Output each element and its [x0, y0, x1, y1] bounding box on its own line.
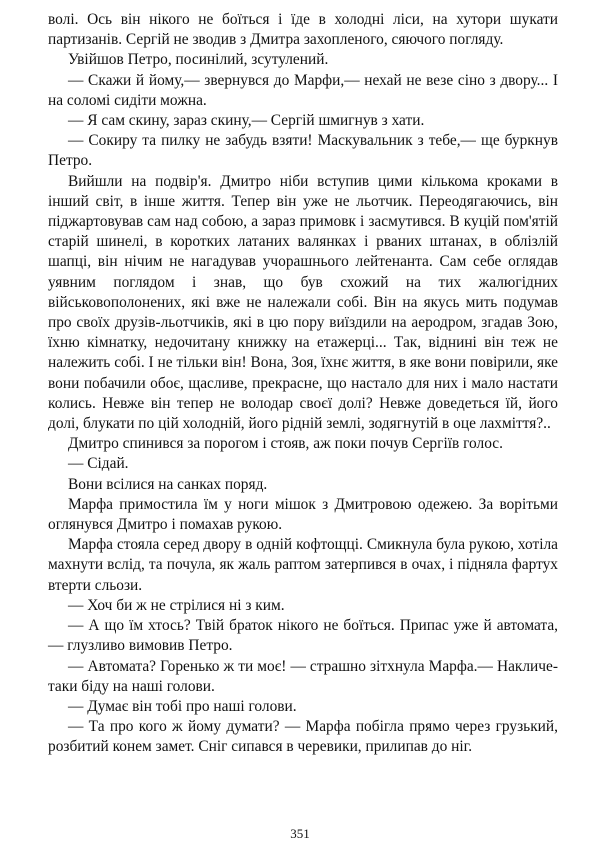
paragraph: — Автомата? Горенько ж ти моє! — страшно зітхнула Марфа.— Накличе-таки біду на наші голови. [48, 657, 558, 695]
paragraph: Дмитро спинився за порогом і стояв, аж поки почув Сергіїв голос. [68, 435, 503, 453]
paragraph: Марфа стояла серед двору в одній кофтощці. Смикнула була рукою, хотіла махнути вслід, та почула, як жаль раптом затерпився в очах, і підняла фартух втерти сльози. [48, 536, 558, 594]
page-number: 351 [290, 826, 310, 841]
paragraph: — Думає він тобі про наші голови. [68, 697, 297, 715]
paragraph: — Сідай. [68, 455, 129, 473]
paragraph: Увійшов Петро, посинілий, зсутулений. [68, 51, 329, 69]
paragraph: — Та про кого ж йому думати? — Марфа побігла прямо через грузький, розбитий конем замет. Сніг сипався в черевики, прилипав до ніг. [48, 718, 558, 756]
paragraph: — А що їм хтось? Твій браток нікого не боїться. Припас уже й автомата,— глузливо вимовив Петро. [48, 617, 558, 655]
paragraph: — Я сам скину, зараз скину,— Сергій шмигнув з хати. [68, 112, 425, 130]
paragraph: — Скажи й йому,— звернувся до Марфи,— нехай не везе сіно з двору... І на соломі сидіти можна. [48, 71, 558, 109]
paragraph: волі. Ось він нікого не боїться і їде в холодні ліси, на хутори шукати партизанів. Сергій не зводив з Дмитра захопленого, сяючого погляду. [48, 11, 558, 49]
paragraph: Марфа примостила їм у ноги мішок з Дмитровою одежею. За ворітьми оглянувся Дмитро і помахав рукою. [48, 495, 558, 534]
paragraph: Вийшли на подвір'я. Дмитро ніби вступив цими кількома кроками в інший світ, в інше життя. Тепер він уже не льотчик. Переодягаючись, він піджартовував сам над собою, а зараз примовк і засмутився. В куцій пом'ятій старій шинелі, в коротких латаних валянках і рваних штанах, в облізлій шапці, він нічим не нагадував учорашнього лейтенанта. Сам себе оглядав уявним поглядом і знав, що був схожий на тих жалюгідних військовополонених, які вже не належали собі. Він на якусь мить подумав про своїх друзів-льотчиків, які в цю пору виїздили на аеродром, згадав Зою, їхню кімнатку, недочитану книжку на етажерці... Так, віднині він теж не належить собі. І не тільки він! Вона, Зоя, їхнє життя, в яке вони повірили, яке вони побачили обоє, щасливе, прекрасне, що настало для них і мало настати колись. Невже він тепер не володар своєї долі? Невже доведеться їй, його долі, блукати по цій холодній, його рідній землі, зодягнутій в оце лахміття?.. [48, 172, 558, 433]
paragraph: — Хоч би ж не стрілися ні з ким. [68, 596, 285, 614]
paragraph: Вони всілися на санках поряд. [68, 475, 268, 493]
body-text [48, 10, 558, 758]
paragraph: — Сокиру та пилку не забудь взяти! Маскувальник з тебе,— ще буркнув Петро. [48, 132, 558, 170]
